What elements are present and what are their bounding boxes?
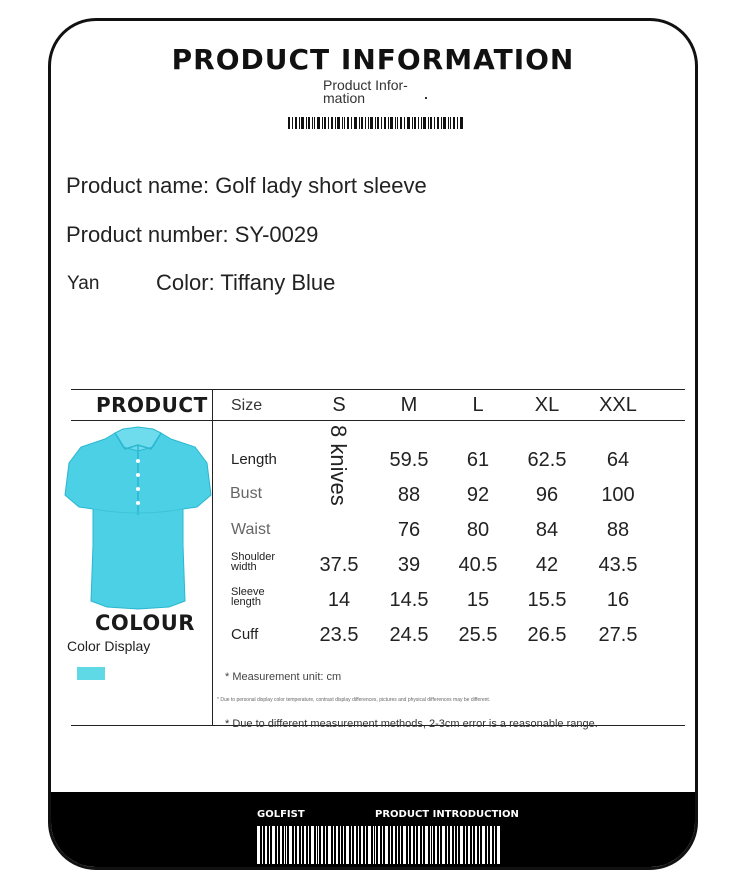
size-label: Size	[231, 397, 263, 414]
cell-length-xxl: 64	[606, 449, 630, 471]
cell-waist-l: 80	[466, 519, 490, 541]
cell-sleeve-s: 14	[327, 589, 351, 611]
cell-cuff-l: 25.5	[458, 624, 498, 646]
row-label-bust: Bust	[230, 485, 263, 502]
row-label-shoulder: Shoulder width	[231, 551, 276, 573]
cell-waist-m: 76	[397, 519, 421, 541]
decor-dot	[425, 97, 427, 99]
cell-length-l: 61	[466, 449, 490, 471]
colour-heading: COLOUR	[95, 611, 195, 635]
product-heading: PRODUCT	[96, 393, 208, 417]
footer-barcode	[257, 826, 503, 864]
size-xxl: XXL	[599, 394, 637, 416]
cell-cuff-s: 23.5	[319, 624, 359, 646]
header-barcode	[288, 117, 464, 129]
cell-sleeve-m: 14.5	[389, 589, 429, 611]
footer-brand: GOLFIST	[257, 809, 305, 820]
cell-sleeve-xxl: 16	[606, 589, 630, 611]
footer-bar	[51, 792, 695, 870]
size-m: M	[400, 394, 418, 416]
cell-sleeve-xl: 15.5	[527, 589, 567, 611]
cell-waist-xxl: 88	[606, 519, 630, 541]
product-color: Color: Tiffany Blue	[156, 270, 336, 295]
cell-bust-l: 92	[466, 484, 490, 506]
note-unit: * Measurement unit: cm	[225, 671, 342, 683]
note-error: * Due to different measurement methods, 2-3cm error is a reasonable range.	[225, 718, 598, 730]
cell-bust-xl: 96	[535, 484, 559, 506]
row-label-length: Length	[231, 451, 277, 468]
footer-intro: PRODUCT INTRODUCTION	[375, 809, 519, 820]
size-table	[67, 389, 685, 730]
cell-shoulder-xxl: 43.5	[598, 554, 638, 576]
yan-label: Yan	[67, 273, 100, 294]
cell-sleeve-l: 15	[466, 589, 490, 611]
size-s: S	[332, 394, 346, 416]
cell-length-m: 59.5	[389, 449, 429, 471]
cell-shoulder-s: 37.5	[319, 554, 359, 576]
cell-length-xl: 62.5	[527, 449, 567, 471]
cell-cuff-xl: 26.5	[527, 624, 567, 646]
cell-shoulder-xl: 42	[535, 554, 559, 576]
size-l: L	[472, 394, 484, 416]
product-name: Product name: Golf lady short sleeve	[66, 173, 427, 198]
row-label-sleeve: Sleeve length	[231, 586, 265, 608]
polo-shirt-image	[63, 425, 213, 615]
cell-shoulder-m: 39	[397, 554, 421, 576]
color-display-label: Color Display	[67, 638, 151, 654]
page-subtitle: Product Infor- mation	[323, 77, 408, 106]
table-header-rule	[71, 420, 685, 421]
size-xl: XL	[534, 394, 560, 416]
row-label-waist: Waist	[231, 521, 271, 538]
cell-shoulder-l: 40.5	[458, 554, 498, 576]
cell-bust-xxl: 100	[601, 484, 635, 506]
vertical-note: 8 knives	[326, 425, 351, 506]
cell-bust-m: 88	[397, 484, 421, 506]
page-title: PRODUCT INFORMATION	[171, 43, 575, 76]
note-display: * Due to personal display color temperature, contrast display differences, pictures and physical differences may be different.	[217, 697, 491, 703]
product-number: Product number: SY-0029	[66, 222, 319, 247]
product-info-card	[48, 18, 698, 870]
table-top-rule	[71, 389, 685, 390]
cell-waist-xl: 84	[535, 519, 559, 541]
cell-cuff-m: 24.5	[389, 624, 429, 646]
cell-cuff-xxl: 27.5	[598, 624, 638, 646]
row-label-cuff: Cuff	[231, 626, 259, 643]
color-swatch[interactable]	[77, 667, 105, 680]
